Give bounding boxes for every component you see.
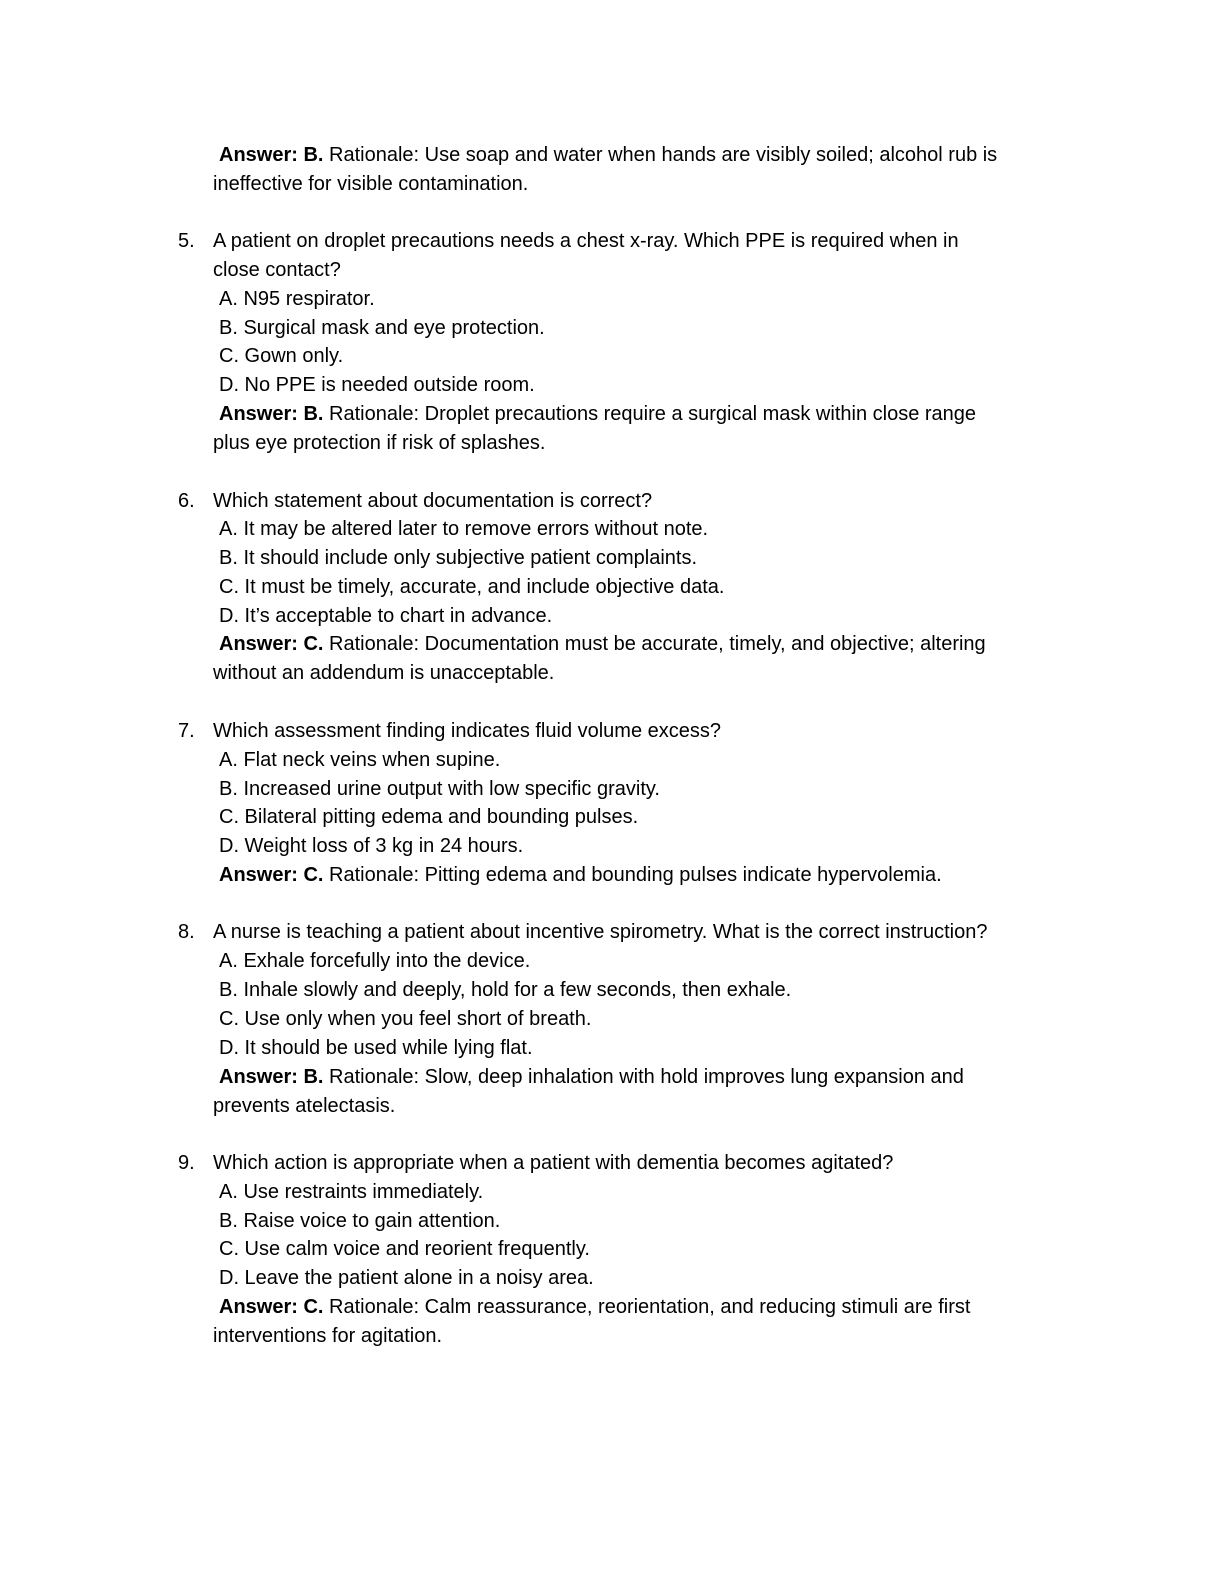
rationale-text: Rationale: Calm reassurance, reorientation, and reducing stimuli are first xyxy=(329,1296,971,1318)
question-number: 8. xyxy=(178,921,195,943)
option-d: D. No PPE is needed outside room. xyxy=(219,374,535,396)
question-number: 9. xyxy=(178,1152,195,1174)
option-a: A. Use restraints immediately. xyxy=(219,1181,484,1203)
answer-line xyxy=(219,1293,970,1322)
question-stem: Which assessment finding indicates fluid volume excess? xyxy=(213,720,722,742)
option-b: B. Increased urine output with low specific gravity. xyxy=(219,778,660,800)
question-stem: A nurse is teaching a patient about incentive spirometry. What is the correct instruction? xyxy=(213,921,988,943)
option-d: D. It should be used while lying flat. xyxy=(219,1037,533,1059)
option-b: B. It should include only subjective patient complaints. xyxy=(219,547,698,569)
answer-label: Answer: B. xyxy=(219,1066,324,1088)
rationale-continuation: ineffective for visible contamination. xyxy=(213,173,529,195)
option-a: A. It may be altered later to remove errors without note. xyxy=(219,518,709,540)
option-d: D. Weight loss of 3 kg in 24 hours. xyxy=(219,835,524,857)
question-number: 5. xyxy=(178,230,195,252)
option-a: A. N95 respirator. xyxy=(219,288,375,310)
question-stem: Which statement about documentation is correct? xyxy=(213,490,653,512)
option-c: C. Gown only. xyxy=(219,345,344,367)
rationale-text: Rationale: Use soap and water when hands are visibly soiled; alcohol rub is xyxy=(329,144,998,166)
option-a: A. Exhale forcefully into the device. xyxy=(219,950,531,972)
rationale-continuation: interventions for agitation. xyxy=(213,1325,443,1347)
answer-label: Answer: B. xyxy=(219,403,324,425)
answer-label: Answer: B. xyxy=(219,144,324,166)
answer-line xyxy=(219,141,997,170)
rationale-continuation: prevents atelectasis. xyxy=(213,1095,396,1117)
question-stem: Which action is appropriate when a patient with dementia becomes agitated? xyxy=(213,1152,894,1174)
rationale-text: Rationale: Droplet precautions require a surgical mask within close range xyxy=(329,403,977,425)
question-number: 7. xyxy=(178,720,195,742)
answer-line xyxy=(219,1063,964,1092)
answer-line xyxy=(219,400,976,429)
option-c: C. Bilateral pitting edema and bounding pulses. xyxy=(219,806,639,828)
answer-line xyxy=(219,630,986,659)
rationale-text: Rationale: Slow, deep inhalation with hold improves lung expansion and xyxy=(329,1066,964,1088)
option-d: D. It’s acceptable to chart in advance. xyxy=(219,605,553,627)
question-number: 6. xyxy=(178,490,195,512)
option-b: B. Inhale slowly and deeply, hold for a few seconds, then exhale. xyxy=(219,979,792,1001)
option-c: C. It must be timely, accurate, and include objective data. xyxy=(219,576,725,598)
rationale-continuation: plus eye protection if risk of splashes. xyxy=(213,432,546,454)
option-b: B. Surgical mask and eye protection. xyxy=(219,317,545,339)
option-c: C. Use only when you feel short of breath. xyxy=(219,1008,592,1030)
rationale-continuation: without an addendum is unacceptable. xyxy=(213,662,555,684)
question-stem: A patient on droplet precautions needs a chest x-ray. Which PPE is required when in xyxy=(213,230,959,252)
answer-label: Answer: C. xyxy=(219,633,324,655)
answer-label: Answer: C. xyxy=(219,864,324,886)
option-d: D. Leave the patient alone in a noisy area. xyxy=(219,1267,594,1289)
question-stem: close contact? xyxy=(213,259,341,281)
answer-line xyxy=(219,861,942,890)
rationale-text: Rationale: Pitting edema and bounding pulses indicate hypervolemia. xyxy=(329,864,942,886)
rationale-text: Rationale: Documentation must be accurate, timely, and objective; altering xyxy=(329,633,986,655)
option-a: A. Flat neck veins when supine. xyxy=(219,749,501,771)
option-b: B. Raise voice to gain attention. xyxy=(219,1210,501,1232)
answer-label: Answer: C. xyxy=(219,1296,324,1318)
option-c: C. Use calm voice and reorient frequently. xyxy=(219,1238,590,1260)
